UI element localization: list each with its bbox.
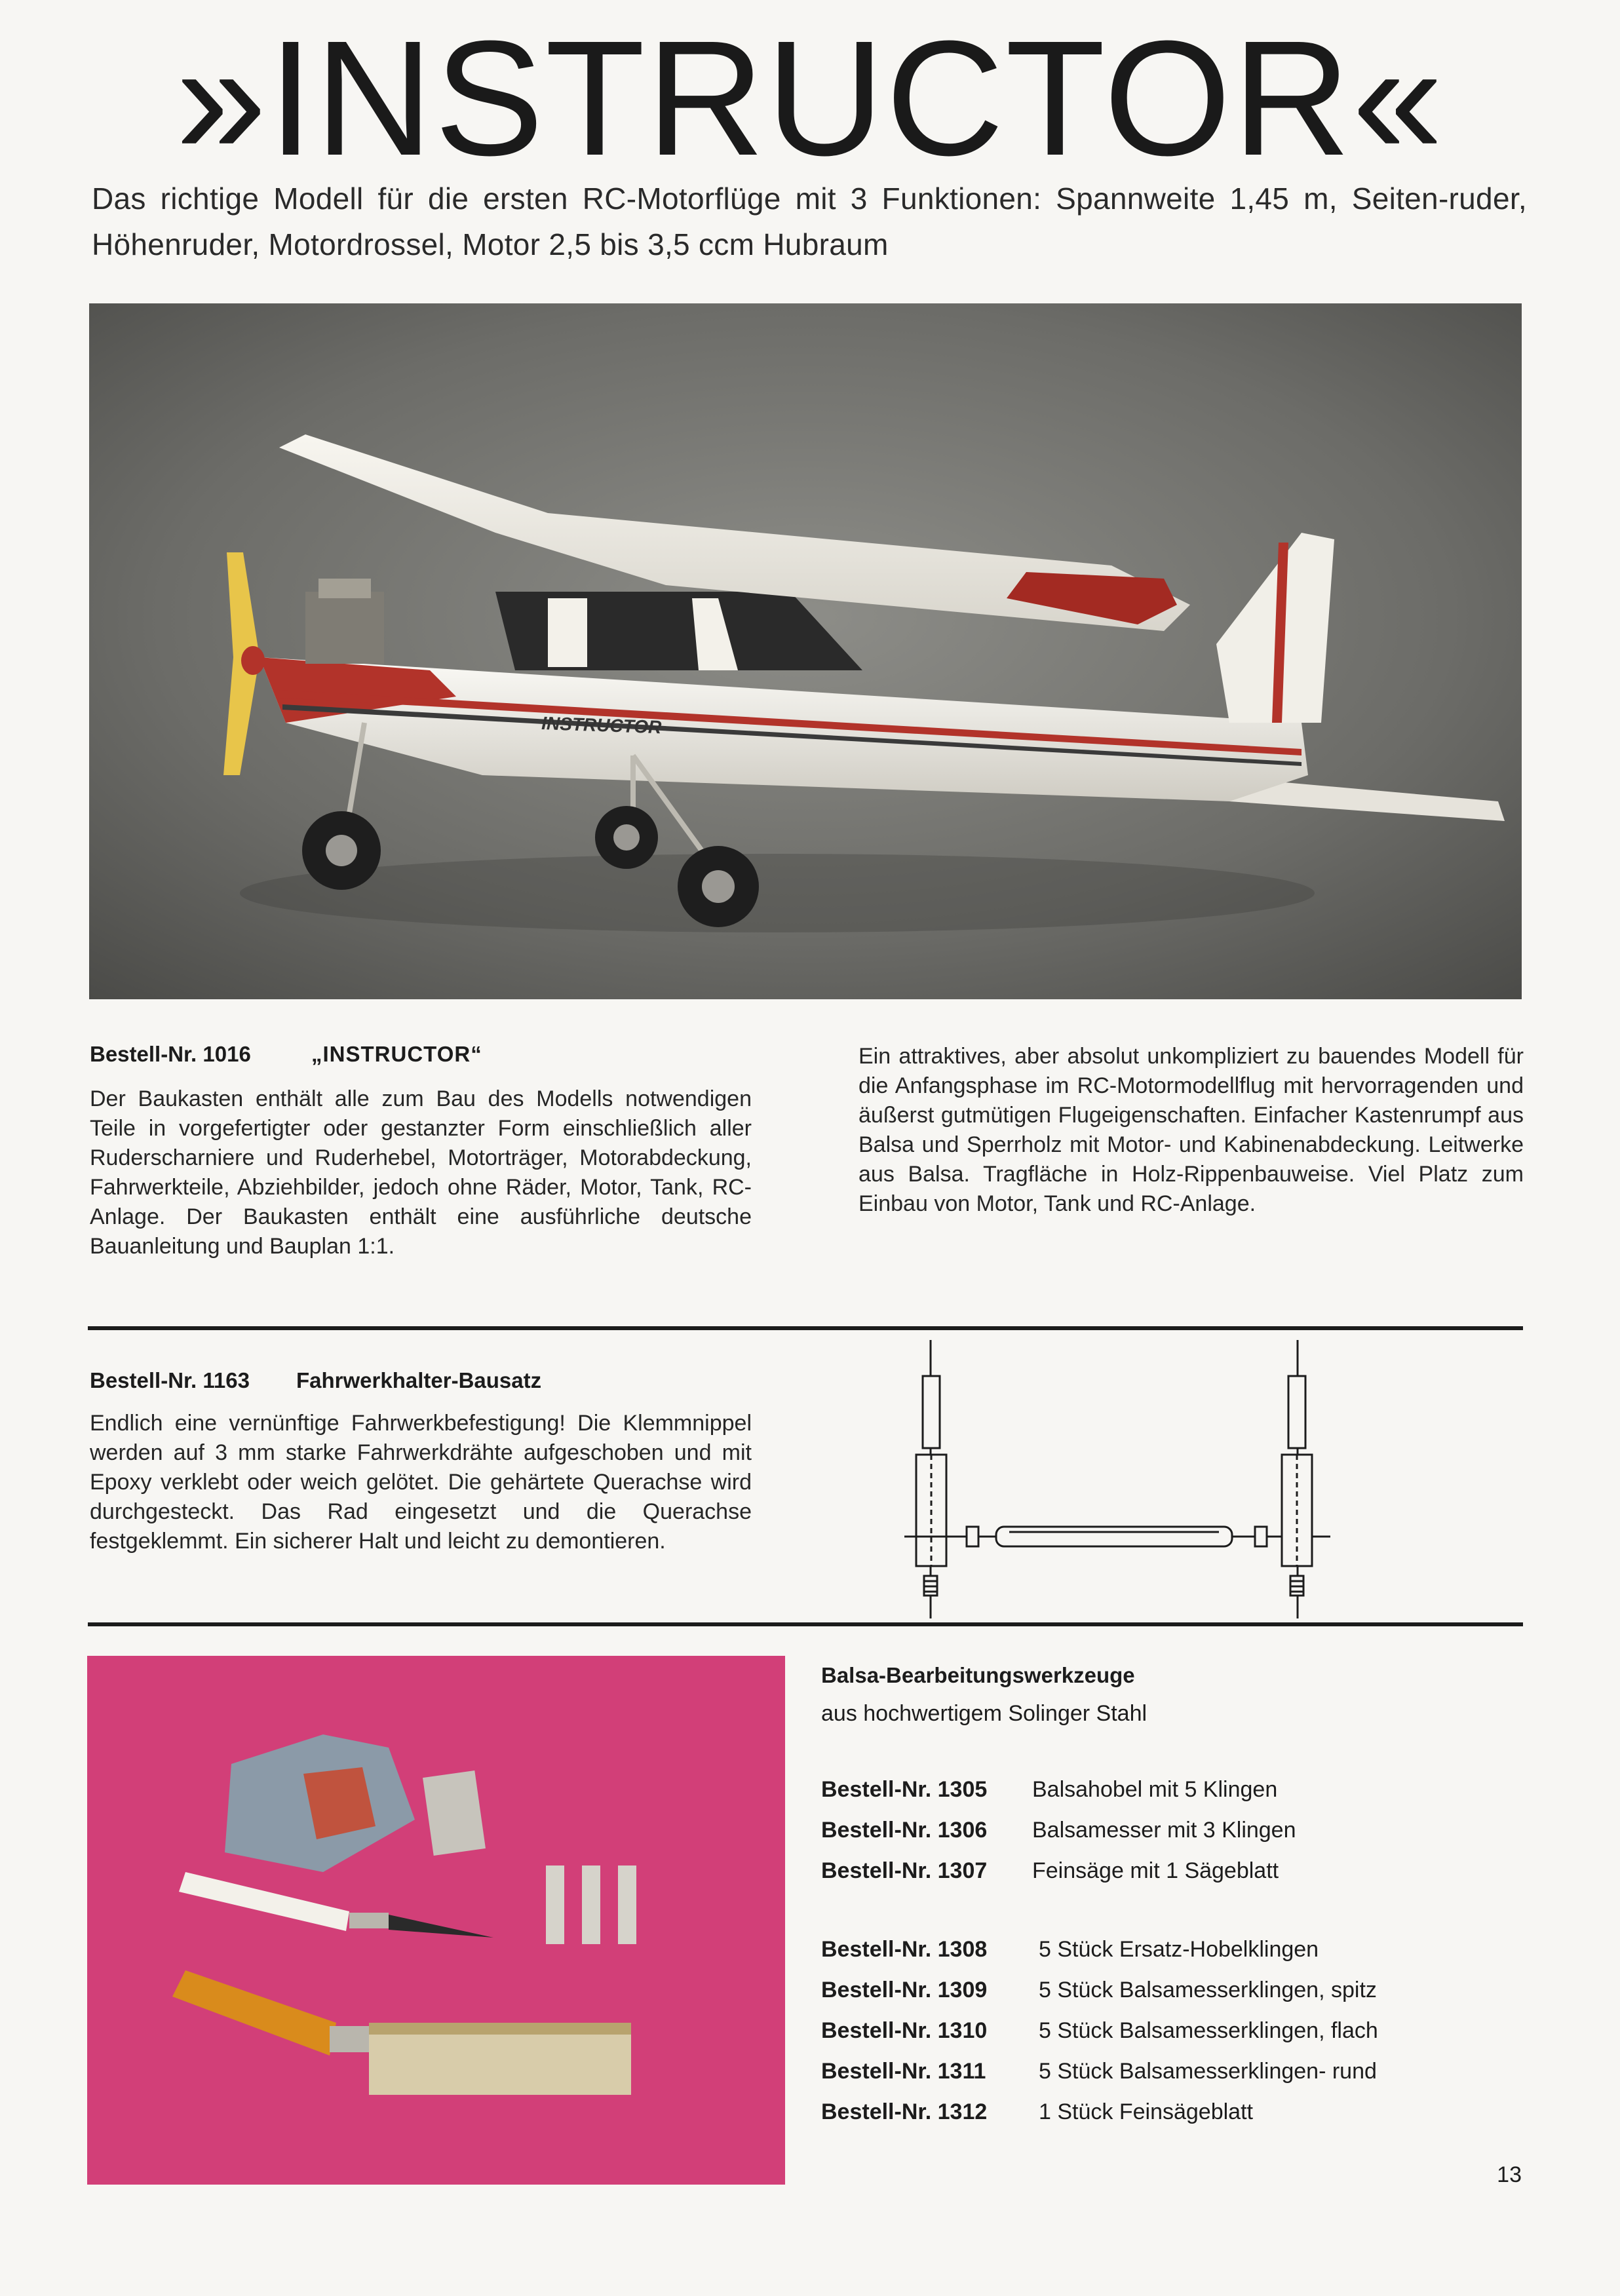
- order-number: Bestell-Nr. 1309: [821, 1978, 988, 2002]
- instructor-description: Ein attraktives, aber absolut unkompliziert zu bauendes Modell für die Anfangsphase im RC-Motormodellflug mit hervorragenden und äußerst gutmütigen Flugeigenschaften. Einfacher Kastenrumpf aus Balsa und Sperrholz mit Motor- und Kabinenabdeckung. Leitwerke aus Balsa. Tragfläche in Holz-Rippenbauweise. Viel Platz zum Einbau von Motor, Tank und RC-Anlage.: [858, 1044, 1524, 1216]
- order-description: Balsamesser mit 3 Klingen: [1032, 1818, 1296, 1843]
- page-subtitle: Das richtige Modell für die ersten RC-Motorflüge mit 3 Funktionen: Spannweite 1,45 m, Seiten-ruder, Höhenruder, Motordrossel, Motor 2,5 bis 3,5 ccm Hubraum: [92, 182, 1527, 261]
- order-row: [821, 1818, 1476, 1857]
- order-number: Bestell-Nr. 1308: [821, 1937, 988, 1962]
- order-row: [821, 1978, 1476, 2017]
- section-divider: [88, 1622, 1523, 1626]
- page-number: 13: [1497, 2162, 1522, 2187]
- order-number: Bestell-Nr. 1307: [821, 1858, 988, 1883]
- fuselage-lettering: INSTRUCTOR: [541, 713, 662, 738]
- gear-order-number: Bestell-Nr. 1163: [90, 1368, 250, 1392]
- tools-subheading: aus hochwertigem Solinger Stahl: [821, 1701, 1148, 1726]
- order-number: Bestell-Nr. 1310: [821, 2018, 988, 2043]
- order-row: [821, 1937, 1476, 1976]
- order-row: [821, 2018, 1476, 2057]
- balsa-tools-photo: [87, 1656, 785, 2185]
- order-description: Feinsäge mit 1 Sägeblatt: [1032, 1858, 1279, 1883]
- order-row: [821, 1858, 1476, 1898]
- order-description: 5 Stück Balsamesserklingen- rund: [1039, 2059, 1377, 2084]
- page-title: »INSTRUCTOR«: [175, 7, 1445, 189]
- order-description: 5 Stück Ersatz-Hobelklingen: [1039, 1937, 1319, 1962]
- instructor-kit-contents: Der Baukasten enthält alle zum Bau des Modells notwendigen Teile in vorgefertigter oder gestanzter Form einschließlich aller Ruderscharniere und Ruderhebel, Motorträger, Motorabdeckung, Fahrwerkteile, Abziehbilder, jedoch ohne Räder, Motor, Tank, RC-Anlage. Der Baukasten enthält eine ausführliche deutsche Bauanleitung und Bauplan 1:1.: [90, 1086, 752, 1259]
- instructor-plane-photo: [89, 303, 1522, 999]
- order-row: [821, 2059, 1476, 2098]
- order-number: Bestell-Nr. 1311: [821, 2059, 986, 2084]
- instructor-product-name: „INSTRUCTOR“: [311, 1042, 482, 1066]
- order-number: Bestell-Nr. 1306: [821, 1818, 988, 1843]
- gear-mount-diagram: [891, 1340, 1343, 1618]
- order-number: Bestell-Nr. 1305: [821, 1777, 988, 1802]
- order-row: [821, 1777, 1476, 1816]
- tools-heading: Balsa-Bearbeitungswerkzeuge: [821, 1663, 1135, 1687]
- order-number: Bestell-Nr. 1312: [821, 2099, 988, 2124]
- order-description: 5 Stück Balsamesserklingen, spitz: [1039, 1978, 1377, 2002]
- gear-product-name: Fahrwerkhalter-Bausatz: [296, 1368, 542, 1392]
- order-description: 5 Stück Balsamesserklingen, flach: [1039, 2018, 1378, 2043]
- order-description: 1 Stück Feinsägeblatt: [1039, 2099, 1253, 2124]
- order-description: Balsahobel mit 5 Klingen: [1032, 1777, 1278, 1802]
- instructor-order-number: Bestell-Nr. 1016: [90, 1042, 251, 1066]
- order-row: [821, 2099, 1476, 2139]
- gear-description: Endlich eine vernünftige Fahrwerkbefestigung! Die Klemmnippel werden auf 3 mm starke Fahrwerkdrähte aufgeschoben und mit Epoxy verklebt oder weich gelötet. Die gehärtete Querachse wird durchgesteckt. Das Rad eingesetzt und die Querachse festgeklemmt. Ein sicherer Halt und leicht zu demontieren.: [90, 1411, 752, 1554]
- section-divider: [88, 1326, 1523, 1330]
